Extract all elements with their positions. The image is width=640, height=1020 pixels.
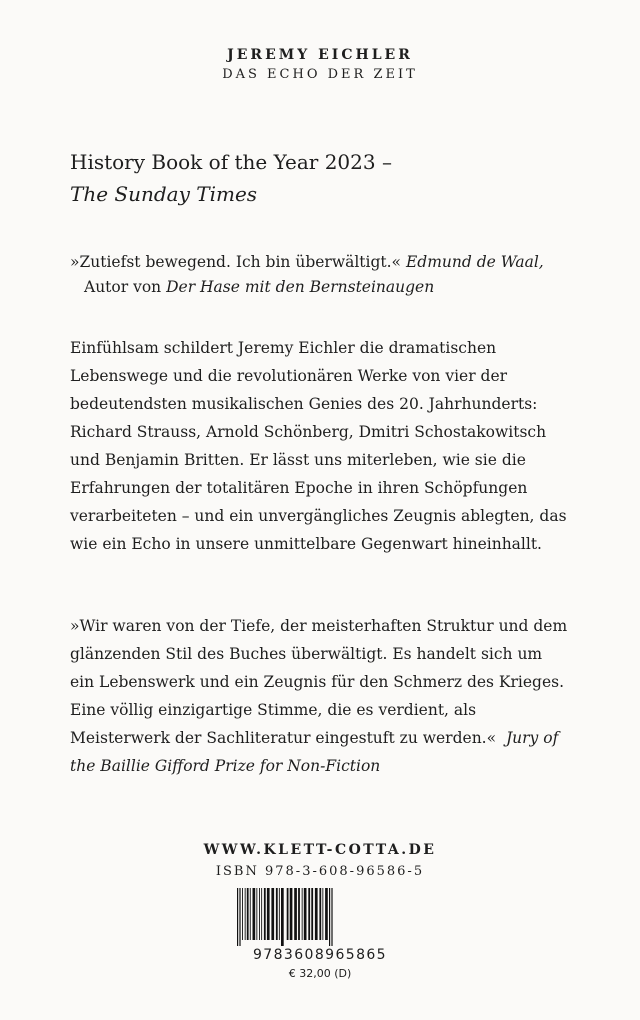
barcode-bar bbox=[256, 888, 257, 940]
barcode-wrapper bbox=[0, 888, 640, 946]
award-headline bbox=[70, 146, 570, 210]
barcode-bar bbox=[239, 888, 240, 946]
isbn: ISBN 978-3-608-96586-5 bbox=[215, 864, 425, 879]
quote-de-waal-text: »Zutiefst bewegend. Ich bin überwältigt.« bbox=[70, 253, 402, 271]
barcode-bar bbox=[253, 888, 256, 940]
award-text: History Book of the Year 2023 – bbox=[70, 150, 392, 174]
book-title: DAS ECHO DER ZEIT bbox=[222, 67, 418, 82]
barcode-number: 9783608965865 bbox=[253, 947, 387, 963]
barcode-bar bbox=[267, 888, 270, 940]
barcode-bar bbox=[247, 888, 249, 940]
barcode-bar bbox=[329, 888, 330, 946]
barcode-bar bbox=[294, 888, 297, 940]
price: € 32,00 (D) bbox=[288, 967, 352, 980]
barcode-bar bbox=[281, 888, 284, 946]
barcode-bar bbox=[271, 888, 274, 940]
publisher-website: WWW.KLETT-COTTA.DE bbox=[203, 842, 437, 858]
barcode-bar bbox=[250, 888, 251, 940]
barcode-image bbox=[235, 888, 405, 946]
barcode-bar bbox=[322, 888, 323, 940]
quote-jury-text: »Wir waren von der Tiefe, der meisterhaften Struktur und dem glänzenden Stil des Buches überwältigt. Es handelt sich um ein Lebenswerk und ein Zeugnis für den Schmerz des Krieges. Eine völlig einzigartige Stimme, die es verdient, als Meisterwerk der Sachliteratur eingestuft zu werden.« bbox=[70, 617, 568, 747]
cover-footer bbox=[0, 840, 640, 981]
barcode-bar bbox=[308, 888, 310, 940]
quote-de-waal-credit-prefix: Autor von bbox=[84, 278, 162, 296]
barcode-bar bbox=[304, 888, 307, 940]
barcode-bar bbox=[311, 888, 313, 940]
barcode-bar bbox=[298, 888, 300, 940]
barcode-bar bbox=[245, 888, 246, 940]
book-description: Einfühlsam schildert Jeremy Eichler die dramatischen Lebenswege und die revolutionären Werke von vier der bedeutendsten musikalischen Genies des 20. Jahrhunderts: Richard Strauss, Arnold Schönberg, Dmitri Schostakowitsch und Benjamin Britten. Er lässt uns miterleben, wie sie die Erfahrungen der totalitären Epoche in ihren Schöpfungen verarbeiteten – und ein unvergängliches Zeugnis ablegten, das wie ein Echo in unsere unmittelbare Gegenwart hineinhallt. bbox=[70, 339, 567, 553]
author-name: JEREMY EICHLER bbox=[227, 47, 413, 63]
barcode-bar bbox=[287, 888, 289, 940]
barcode-bar bbox=[237, 888, 238, 946]
quote-de-waal-author: Edmund de Waal, bbox=[405, 253, 544, 271]
barcode-bar bbox=[276, 888, 278, 940]
cover-header bbox=[0, 46, 640, 84]
quote-de-waal bbox=[70, 250, 570, 300]
barcode-bar bbox=[319, 888, 321, 940]
quote-de-waal-book: Der Hase mit den Bernsteinaugen bbox=[166, 278, 435, 296]
barcode-bar bbox=[331, 888, 332, 946]
barcode-bar bbox=[264, 888, 266, 940]
barcode-bar bbox=[242, 888, 243, 940]
barcode-bar bbox=[325, 888, 328, 940]
barcode-bar bbox=[315, 888, 318, 940]
barcode-bar bbox=[261, 888, 262, 940]
barcode-bar bbox=[259, 888, 260, 940]
barcode-bar bbox=[279, 888, 280, 940]
barcode-bar bbox=[290, 888, 293, 940]
quote-de-waal-credit bbox=[70, 275, 570, 300]
quote-jury bbox=[70, 612, 570, 780]
award-source: The Sunday Times bbox=[70, 182, 258, 206]
barcode-bar bbox=[302, 888, 303, 940]
quote-jury-attribution: Jury of the Baillie Gifford Prize for Non-Fiction bbox=[70, 729, 559, 775]
